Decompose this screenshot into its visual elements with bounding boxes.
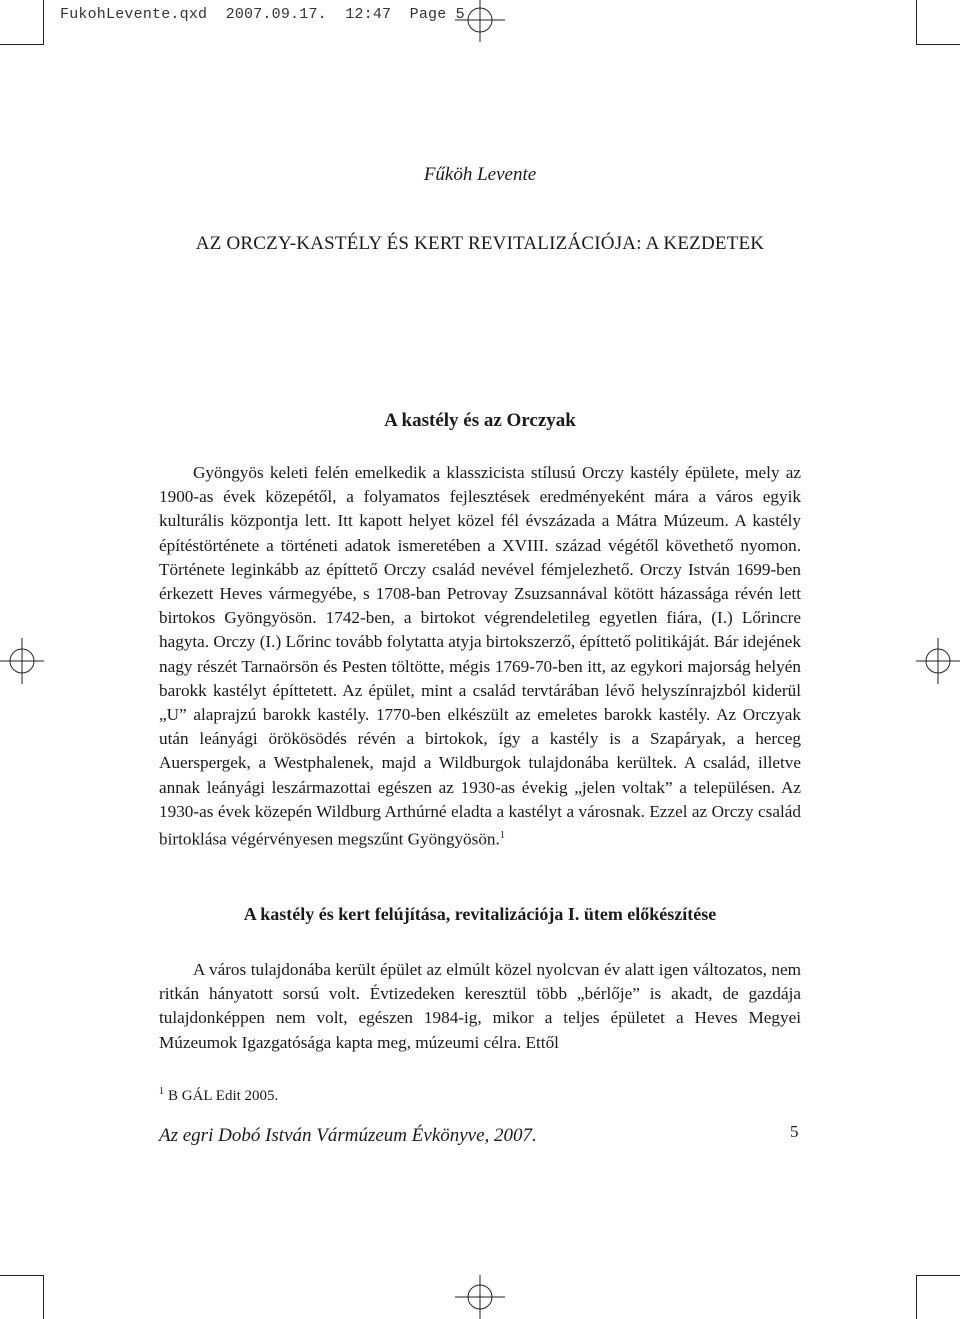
paragraph-renovation: A város tulajdonába került épület az elmúlt közel nyolcvan év alatt igen változatos, nem ritkán hányatott sorsú volt. Évtizedeken keresztül több „bérlője” is akadt, de gazdája tulajdonképpen nem volt, egészen 1984-ig, mikor a teljes épületet a Heves Megyei Múzeumok Igazgatósága kapta meg, múzeumi célra. Ettől [159,960,801,1052]
page-number: 5 [790,1122,799,1141]
registration-mark-top-icon [455,0,505,42]
author-name: Fűköh Levente [423,164,537,185]
paragraph-castle-history [159,461,801,852]
footnote-text: B GÁL Edit 2005. [168,1088,279,1104]
crop-mark-bottom-right-horizontal [916,1275,960,1276]
footnote [159,1086,278,1105]
crop-mark-top-left-vertical [43,0,44,44]
footnote-number: 1 [159,1086,164,1097]
registration-mark-left-icon [0,638,44,684]
section-heading-castle: A kastély és az Orczyak [384,410,576,431]
crop-mark-top-right-horizontal [916,44,960,45]
footnote-reference: 1 [499,830,505,842]
journal-footer: Az egri Dobó István Vármúzeum Évkönyve, 2007. [159,1125,537,1146]
crop-mark-top-left-horizontal [0,44,44,45]
crop-mark-top-right-vertical [916,0,917,44]
registration-mark-bottom-icon [455,1275,505,1319]
registration-mark-right-icon [916,638,960,684]
article-title: AZ ORCZY-KASTÉLY ÉS KERT REVITALIZÁCIÓJA: A KEZDETEK [195,233,765,254]
crop-mark-bottom-left-horizontal [0,1275,44,1276]
print-slug: FukohLevente.qxd 2007.09.17. 12:47 Page 5 [60,6,465,23]
section-heading-renovation: A kastély és kert felújítása, revitalizációja I. ütem előkészítése [243,904,717,924]
paragraph-castle-history-text: Gyöngyös keleti felén emelkedik a klasszicista stílusú Orczy kastély épülete, mely az 1900-as évek közepétől, a folyamatos fejlesztések eredményeként mára a város egyik kulturális központja lett. Itt kapott helyet közel fél évszázada a Mátra Múzeum. A kastély építéstörténete a történeti adatok ismeretében a XVIII. század végétől követhető nyomon. Története leginkább az építtető Orczy család nevével fémjelezhető. Orczy István 1699-ben érkezett Heves vármegyébe, s 1708-ban Petrovay Zsuzsannával kötött házassága révén lett birtokos Gyöngyösön. 1742-ben, a birtokot végrendeletileg egyetlen fiára, (I.) Lőrincre hagyta. Orczy (I.) Lőrinc tovább folytatta atyja birtokszerző, építtető politikáját. Bár idejének nagy részét Tarnaörsön és Pesten töltötte, mégis 1769-70-ben itt, az egykori majorság helyén barokk kastélyt építtetett. Az épület, mint a család tervtárában lévő helyszínrajzból kiderül „U” alaprajzú barokk kastély. 1770-ben elkészült az emeletes barokk kastély. Az Orczyak után leányági örökösödés révén a birtokok, így a kastély is a Szapáryak, a herceg Auerspergek, a Westphalenek, majd a Wildburgok tulajdonába kerültek. A család, illetve annak leányági leszármazottai egészen az 1930-as évekig „jelen voltak” a településen. Az 1930-as évek közepén Wildburg Arthúrné eladta a kastélyt a városnak. Ezzel az Orczy család birtoklása végérvényesen megszűnt Gyöngyösön. [159,463,801,849]
crop-mark-bottom-right-vertical [916,1275,917,1319]
crop-mark-bottom-left-vertical [43,1275,44,1319]
